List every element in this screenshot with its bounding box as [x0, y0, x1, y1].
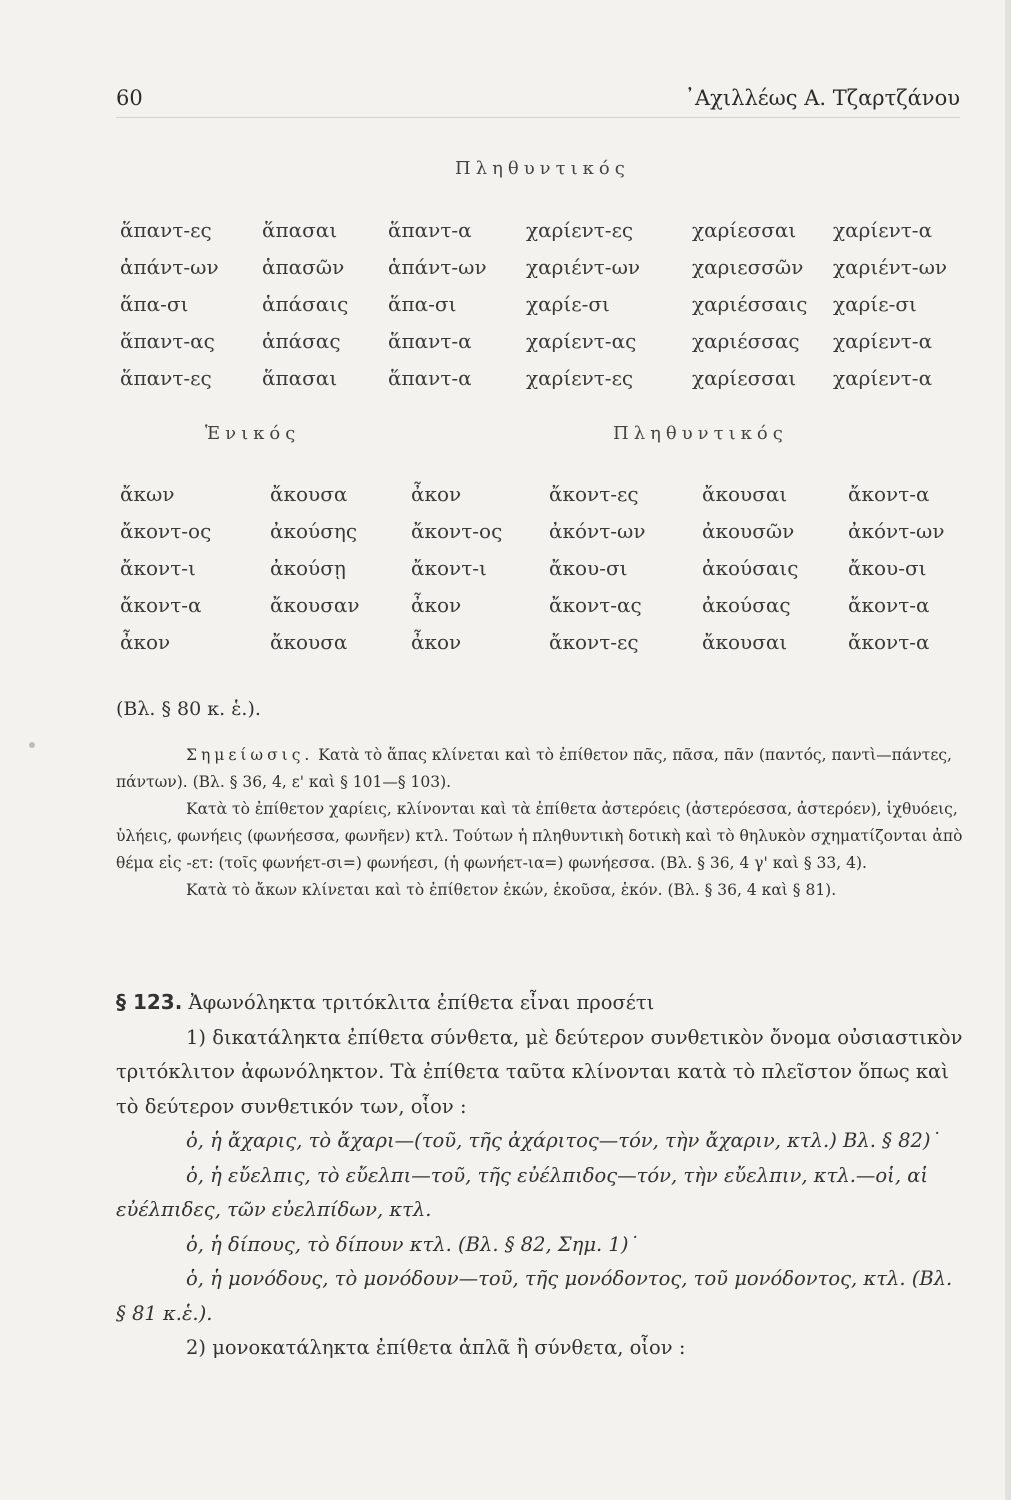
table-cell: ἅπαντ-ες [120, 366, 212, 390]
note-paragraph-1: Σημείωσις. Κατὰ τὸ ἅπας κλίνεται καὶ τὸ ἐπίθετον πᾶς, πᾶσα, πᾶν (παντός, παντὶ—πάντες, πάντων). (Βλ. § 36, 4, ε' καὶ § 101—§ 103). [116, 746, 952, 791]
table-cell: ἆκον [411, 593, 462, 617]
table-cell: ἄκου-σι [848, 556, 927, 580]
page-edge-shadow [1005, 0, 1011, 1500]
table-cell: ἄκοντ-α [120, 593, 202, 617]
note-block [116, 742, 964, 904]
note-paragraph-2: Κατὰ τὸ ἐπίθετον χαρίεις, κλίνονται καὶ τὰ ἐπίθετα ἀστερόεις (ἀστερόεσσα, ἀστερόεν), ἰχθυόεις, ὑλήεις, φωνήεις (φωνήεσσα, φωνῆεν) κτλ. Τούτων ἡ πληθυντικὴ δοτικὴ καὶ τὸ θηλυκὸν σχηματίζονται ἀπὸ θέμα εἰς -ετ: (τοῖς φωνήετ-σι=) φωνήεσι, (ἡ φωνήετ-ια=) φωνήεσσα. (Βλ. § 36, 4 γ' καὶ § 33, 4). [116, 800, 963, 872]
table-cell: ἄκοντ-ος [411, 519, 503, 543]
table-row [0, 519, 1011, 549]
running-head-author: ᾿Αχιλλέως Α. Τζαρτζάνου [684, 86, 960, 110]
note-label: Σημείωσις. [186, 746, 314, 764]
example-monodous: ὁ, ἡ μονόδους, τὸ μονόδουν—τοῦ, τῆς μονόδοντος, τοῦ μονόδοντος, κτλ. (Βλ. § 81 κ.ἑ.). [116, 1267, 953, 1325]
table-cell: ἄκοντ-ες [549, 482, 639, 506]
table-cell: ἀκόντ-ων [848, 519, 945, 543]
page-number: 60 [116, 86, 143, 110]
table-cell: ἄκου-σι [549, 556, 628, 580]
header-rule [116, 117, 960, 118]
table-cell: χαριέσσας [692, 329, 800, 353]
table-cell: ἅπαντ-ας [120, 329, 215, 353]
table-row [0, 218, 1011, 248]
table-cell: χαρίεντ-α [833, 218, 933, 242]
table-cell: ἆκον [120, 630, 171, 654]
table-cell: ἄκοντ-α [848, 482, 930, 506]
table-cell: ἄκουσα [270, 482, 348, 506]
table-row [0, 292, 1011, 322]
table-row [0, 482, 1011, 512]
table-cell: ἆκον [411, 630, 462, 654]
table-cell: ἄκουσα [270, 630, 348, 654]
table-cell: ἀκούσαις [702, 556, 799, 580]
table-cell: ἄκοντ-ας [549, 593, 642, 617]
cross-reference: (Βλ. § 80 κ. ἑ.). [116, 698, 261, 720]
table-cell: ἅπασαι [262, 218, 338, 242]
table-cell: χαριέσσαις [692, 292, 808, 316]
example-acharis: ὁ, ἡ ἄχαρις, τὸ ἄχαρι—(τοῦ, τῆς ἀχάριτος—τόν, τὴν ἄχαριν, κτλ.) Βλ. § 82)˙ [186, 1129, 941, 1152]
table-cell: χαρίεντ-ες [526, 218, 634, 242]
table-cell: ἅπα-σι [120, 292, 189, 316]
table-row [0, 329, 1011, 359]
table-cell: ἄκοντ-α [848, 593, 930, 617]
section-paragraph-2: 2) μονοκατάληκτα ἐπίθετα ἁπλᾶ ἢ σύνθετα, οἷον : [186, 1336, 686, 1359]
table-cell: ἅπα-σι [388, 292, 457, 316]
table-cell: ἄκοντ-ι [120, 556, 196, 580]
table-cell: ἁπάντ-ων [388, 255, 487, 279]
table-cell: ἁπασῶν [262, 255, 345, 279]
table-cell: χαρίεντ-α [833, 329, 933, 353]
section-paragraph-1: 1) δικατάληκτα ἐπίθετα σύνθετα, μὲ δεύτερον συνθετικὸν ὄνομα οὐσιαστικὸν τριτόκλιτον ἀφωνόληκτον. Τὰ ἐπίθετα ταῦτα κλίνονται κατὰ τὸ πλεῖστον ὅπως καὶ τὸ δεύτερον συνθετικόν των, οἷον : [116, 1025, 963, 1118]
table-cell: ἁπάσας [262, 329, 341, 353]
table-cell: χαρίεντ-ας [526, 329, 637, 353]
table-cell: ἅπαντ-α [388, 218, 472, 242]
note-paragraph-3: Κατὰ τὸ ἄκων κλίνεται καὶ τὸ ἐπίθετον ἑκών, ἑκοῦσα, ἑκόν. (Βλ. § 36, 4 καὶ § 81). [186, 881, 837, 899]
table-cell: ἁπάντ-ων [120, 255, 219, 279]
table-cell: ἁπάσαις [262, 292, 349, 316]
table-cell: ἅπασαι [262, 366, 338, 390]
table-cell: χαρίε-σι [526, 292, 610, 316]
table-row [0, 255, 1011, 285]
table-cell: ἄκοντ-ες [549, 630, 639, 654]
section-number: § 123. [116, 990, 183, 1014]
table-row [0, 630, 1011, 660]
section-123 [116, 985, 966, 1366]
table-cell: χαρίεντ-ες [526, 366, 634, 390]
table-cell: ἄκων [120, 482, 175, 506]
table-cell: ἅπαντ-α [388, 329, 472, 353]
page-header [116, 86, 960, 116]
table-row [0, 366, 1011, 396]
table-cell: ἀκούσας [702, 593, 791, 617]
page-mark-dot [29, 742, 35, 748]
table-cell: ἀκόντ-ων [549, 519, 646, 543]
table-cell: ἄκουσαν [270, 593, 360, 617]
example-dipous: ὁ, ἡ δίπους, τὸ δίπουν κτλ. (Βλ. § 82, Σημ. 1)˙ [186, 1232, 639, 1256]
table-cell: χαριεσσῶν [692, 255, 804, 279]
table-cell: ἅπαντ-ες [120, 218, 212, 242]
example-euelpis: ὁ, ἡ εὔελπις, τὸ εὔελπι—τοῦ, τῆς εὐέλπιδος—τόν, τὴν εὔελπιν, κτλ.—οἱ, αἱ εὐέλπιδες, τῶν εὐελπίδων, κτλ. [116, 1163, 929, 1221]
table-cell: χαρίε-σι [833, 292, 917, 316]
table-cell: ἄκοντ-α [848, 630, 930, 654]
table2-heading-singular: Ἑνικός [205, 423, 301, 444]
table1-heading-plural: Πληθυντικός [455, 158, 630, 179]
table-cell: ἄκοντ-ος [120, 519, 212, 543]
table2-heading-plural: Πληθυντικός [613, 423, 788, 444]
table-cell: ἄκουσαι [702, 482, 788, 506]
table-row [0, 556, 1011, 586]
table-cell: χαρίεσσαι [692, 218, 797, 242]
table-row [0, 593, 1011, 623]
table-cell: ἄκοντ-ι [411, 556, 487, 580]
table-cell: ἀκούσης [270, 519, 358, 543]
table-cell: χαριέντ-ων [833, 255, 948, 279]
table-cell: ἀκούσῃ [270, 556, 346, 580]
table-cell: χαρίεντ-α [833, 366, 933, 390]
table-cell: χαριέντ-ων [526, 255, 641, 279]
table-cell: ἆκον [411, 482, 462, 506]
table-cell: ἀκουσῶν [702, 519, 795, 543]
section-heading: § 123. Ἀφωνόληκτα τριτόκλιτα ἐπίθετα εἶναι προσέτι [116, 990, 655, 1014]
table-cell: ἄκουσαι [702, 630, 788, 654]
table-cell: ἅπαντ-α [388, 366, 472, 390]
table-cell: χαρίεσσαι [692, 366, 797, 390]
